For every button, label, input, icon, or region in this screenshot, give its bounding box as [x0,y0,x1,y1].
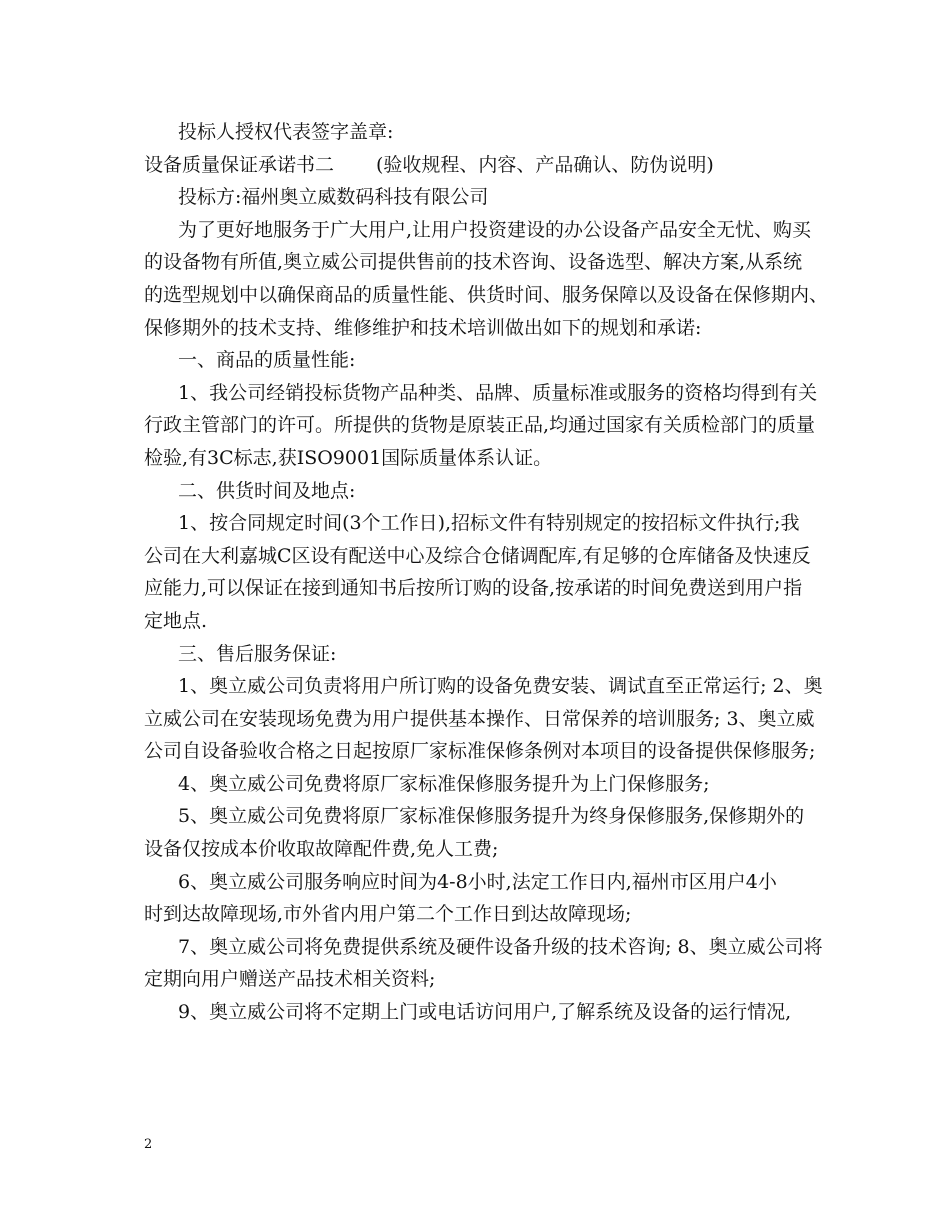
section-heading: 三、售后服务保证: [178,642,337,665]
paragraph-line: 立威公司在安装现场免费为用户提供基本操作、日常保养的培训服务; 3、奥立威 [144,707,815,730]
document-title [144,149,814,182]
paragraph-line: 定期向用户赠送产品技术相关资料; [144,968,436,991]
paragraph-line: 行政主管部门的许可。所提供的货物是原装正品,均通过国家有关质检部门的质量 [144,414,816,437]
section-heading: 二、供货时间及地点: [178,479,356,502]
paragraph-line: 为了更好地服务于广大用户,让用户投资建设的办公设备产品安全无忧、购买 [178,218,812,241]
paragraph-line: 定地点. [144,609,208,632]
paragraph-line: 检验,有3C标志,获ISO9001国际质量体系认证。 [144,446,553,469]
paragraph-line: 的选型规划中以确保商品的质量性能、供货时间、服务保障以及设备在保修期内、 [144,283,829,306]
page-number: 2 [144,1137,153,1152]
paragraph-line: 应能力,可以保证在接到通知书后按所订购的设备,按承诺的时间免费送到用户指 [144,577,803,600]
paragraph-line: 1、我公司经销投标货物产品种类、品牌、质量标准或服务的资格均得到有关 [178,381,818,404]
paragraph-line: 5、奥立威公司免费将原厂家标准保修服务提升为终身保修服务,保修期外的 [178,805,805,828]
paragraph-line: 7、奥立威公司将免费提供系统及硬件设备升级的技术咨询; 8、奥立威公司将 [178,935,823,958]
signature-line: 投标人授权代表签字盖章: [178,121,394,143]
paragraph-line: 4、奥立威公司免费将原厂家标准保修服务提升为上门保修服务; [178,772,710,795]
section-heading: 一、商品的质量性能: [178,349,356,372]
paragraph-line: 1、按合同规定时间(3个工作日),招标文件有特别规定的按招标文件执行;我 [178,512,800,535]
paragraph-line: 的设备物有所值,奥立威公司提供售前的技术咨询、设备选型、解决方案,从系统 [144,251,803,274]
paragraph-line: 时到达故障现场,市外省内用户第二个工作日到达故障现场; [144,903,632,926]
document-body [144,116,829,1029]
title-main: 设备质量保证承诺书二 [144,153,335,176]
title-subtitle: (验收规程、内容、产品确认、防伪说明) [376,153,714,176]
paragraph-line: 6、奥立威公司服务响应时间为4-8小时,法定工作日内,福州市区用户4小 [178,870,777,893]
paragraph-line: 设备仅按成本价收取故障配件费,免人工费; [144,838,499,861]
paragraph-line: 1、奥立威公司负责将用户所订购的设备免费安装、调试直至正常运行; 2、奥 [178,675,823,698]
paragraph-line: 保修期外的技术支持、维修维护和技术培训做出如下的规划和承诺: [144,316,702,339]
paragraph-line: 9、奥立威公司将不定期上门或电话访问用户,了解系统及设备的运行情况, [178,1001,792,1024]
bidder-line: 投标方:福州奥立威数码科技有限公司 [178,186,489,209]
paragraph-line: 公司自设备验收合格之日起按原厂家标准保修条例对本项目的设备提供保修服务; [144,740,816,763]
paragraph-line: 公司在大利嘉城C区设有配送中心及综合仓储调配库,有足够的仓库储备及快速反 [144,544,811,567]
